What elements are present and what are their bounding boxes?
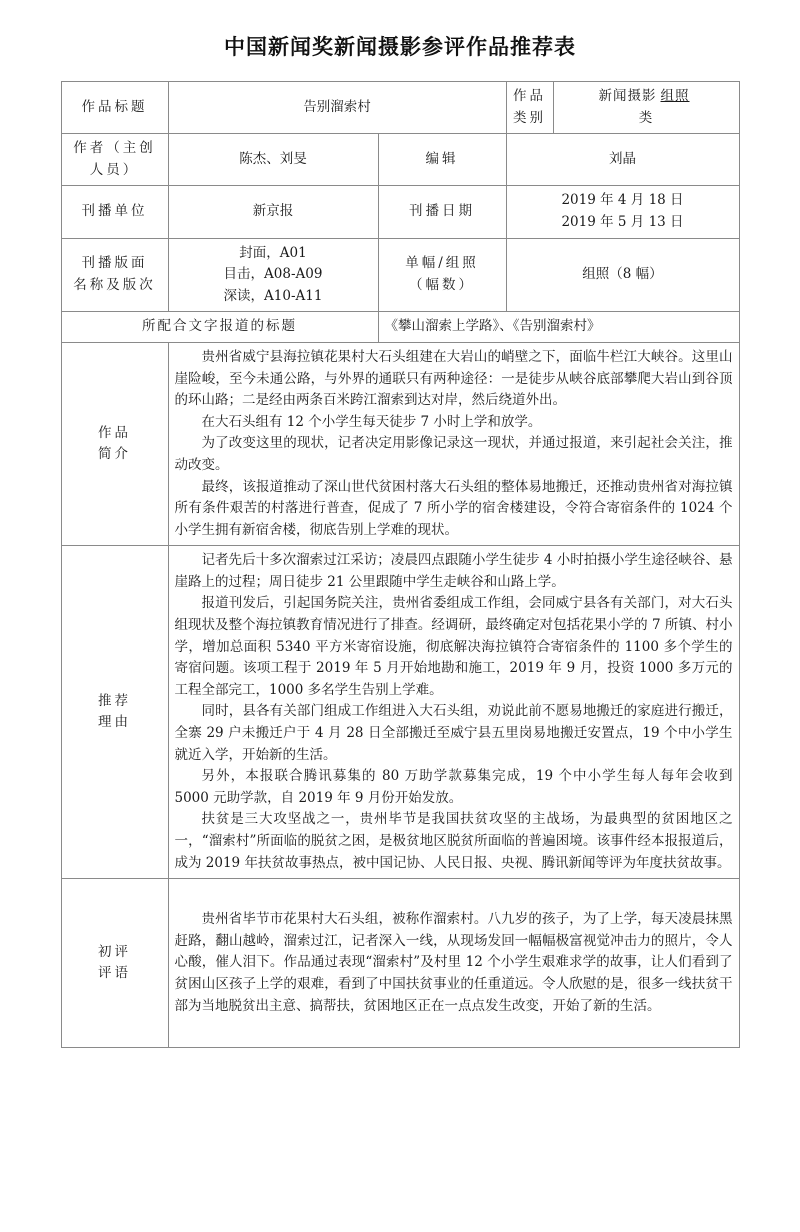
table-row-recommendation-reason [61,546,739,879]
recommendation-reason-label-line2: 理由 [98,714,131,731]
editor-value: 刘晶 [506,134,739,186]
companion-headline-label: 所配合文字报道的标题 [61,312,378,343]
category-value [553,82,739,134]
table-row-work-summary [61,342,739,545]
publish-date-line2: 2019 年 5 月 13 日 [561,213,684,230]
work-summary-paragraph: 最终，该报道推动了深山世代贫困村落大石头组的整体易地搬迁，还推动贵州省对海拉镇所有条件艰苦的村落进行普查，促成了 7 所小学的宿舍楼建设，令符合寄宿条件的 1024 个小学生拥有新宿舍楼，彻底告别上学难的现状。 [174,478,733,538]
edition-line-1: 封面，A01 [239,244,307,261]
table-row-author [61,134,739,186]
category-prefix: 新闻摄影 [598,88,657,104]
table-row-edition [61,238,739,312]
publish-date-line1: 2019 年 4 月 18 日 [561,192,684,209]
work-summary-label-line2: 简介 [98,446,131,463]
publisher-label: 刊播单位 [61,186,168,238]
category-suffix: 类 [638,109,654,126]
publish-date-label: 刊播日期 [378,186,506,238]
table-row-publisher [61,186,739,238]
companion-headline-value: 《攀山溜索上学路》、《告别溜索村》 [378,312,739,343]
count-label-line1: 单幅/组照 [405,255,479,272]
preliminary-review-label [61,879,168,1048]
author-value: 陈杰、刘旻 [168,134,378,186]
category-blank-fill: 组照 [660,88,690,104]
recommendation-reason-label [61,546,168,879]
preliminary-review-body [168,879,739,1048]
category-label-line1: 作品 [513,88,546,104]
count-label-line2: （幅数） [409,276,475,293]
page-title: 中国新闻奖新闻摄影参评作品推荐表 [224,34,576,59]
preliminary-review-paragraph: 贵州省毕节市花果村大石头组，被称作溜索村。八九岁的孩子，为了上学，每天凌晨抹黑赶路，翻山越岭，溜索过江，记者深入一线，从现场发回一幅幅极富视觉冲击力的照片，令人心酸，催人泪下。作品通过表现“溜索村”及村里 12 个小学生艰难求学的故事，让人们看到了贫困山区孩子上学的艰难，看到了中国扶贫事业的任重道远。令人欣慰的是，很多一线扶贫干部为当地脱贫出主意、搞帮扶，贫困地区正在一点点发生改变，开始了新的生活。 [174,911,733,1014]
preliminary-review-label-line2: 评语 [98,965,131,982]
table-row-companion-headline [61,312,739,343]
work-summary-label [61,342,168,545]
author-label-line1: 作者（主创 [73,140,156,157]
table-row-preliminary-review [61,879,739,1048]
recommendation-form-table [61,81,740,1048]
edition-label [61,238,168,312]
recommendation-reason-paragraph: 记者先后十多次溜索过江采访；凌晨四点跟随小学生徒步 4 小时拍摄小学生途径峡谷、悬崖路上的过程；周日徒步 21 公里跟随中学生走峡谷和山路上学。 [174,552,733,590]
author-label [61,134,168,186]
work-summary-paragraph: 在大石头组有 12 个小学生每天徒步 7 小时上学和放学。 [201,413,542,430]
edition-line-2: 目击，A08-A09 [223,266,323,283]
edition-label-line1: 刊播版面 [81,255,148,272]
work-summary-label-line1: 作品 [98,424,131,441]
edition-label-line2: 名称及版次 [73,276,156,293]
count-value: 组照（8 幅） [506,238,739,312]
recommendation-reason-paragraph: 另外，本报联合腾讯募集的 80 万助学款募集完成，19 个中小学生每人每年会收到 5000 元助学款，自 2019 年 9 月份开始发放。 [174,768,733,806]
work-summary-body [168,342,739,545]
recommendation-reason-paragraph: 报道刊发后，引起国务院关注，贵州省委组成工作组，会同威宁县各有关部门，对大石头组现状及整个海拉镇教育情况进行了排查。经调研，最终确定对包括花果小学的 7 所镇、村小学，增加总面积 5340 平方米寄宿设施，彻底解决海拉镇符合寄宿条件的 1100 多个学生的寄宿问题。该项工程于 2019 年 5 月开始地勘和施工，2019 年 9 月，投资 1000 多万元的工程全部完工，1000 多名学生告别上学难。 [174,595,733,698]
publish-date-value [506,186,739,238]
table-row-work-title [61,82,739,134]
work-summary-paragraph: 贵州省威宁县海拉镇花果村大石头组建在大岩山的峭壁之下，面临牛栏江大峡谷。这里山崖险峻，至今未通公路，与外界的通联只有两种途径：一是徒步从峡谷底部攀爬大岩山到谷顶的环山路；二是经由两条百米跨江溜索到达对岸，然后绕道外出。 [174,348,733,409]
editor-label: 编辑 [378,134,506,186]
recommendation-reason-paragraph: 扶贫是三大攻坚战之一，贵州毕节是我国扶贫攻坚的主战场，为最典型的贫困地区之一，“溜索村”所面临的脱贫之困，是极贫地区脱贫所面临的普遍困境。该事件经本报报道后，成为 2019 年扶贫故事热点，被中国记协、人民日报、央视、腾讯新闻等评为年度扶贫故事。 [174,811,733,871]
category-label-line2: 类别 [513,109,546,126]
recommendation-reason-body [168,546,739,879]
recommendation-reason-label-line1: 推荐 [98,692,131,709]
author-label-line2: 人员） [89,161,140,178]
publisher-value: 新京报 [168,186,378,238]
edition-value [168,238,378,312]
count-label [378,238,506,312]
edition-line-3: 深读，A10-A11 [223,287,323,304]
work-title-value: 告别溜索村 [168,82,506,134]
work-summary-paragraph: 为了改变这里的现状，记者决定用影像记录这一现状，并通过报道，来引起社会关注，推动改变。 [174,435,733,473]
work-title-label: 作品标题 [61,82,168,134]
preliminary-review-label-line1: 初评 [98,943,131,960]
category-label [506,82,553,134]
recommendation-reason-paragraph: 同时，县各有关部门组成工作组进入大石头组，劝说此前不愿易地搬迁的家庭进行搬迁，全寨 29 户未搬迁户于 4 月 28 日全部搬迁至威宁县五里岗易地搬迁安置点，19 个中小学生就近入学，开始新的生活。 [174,703,733,763]
